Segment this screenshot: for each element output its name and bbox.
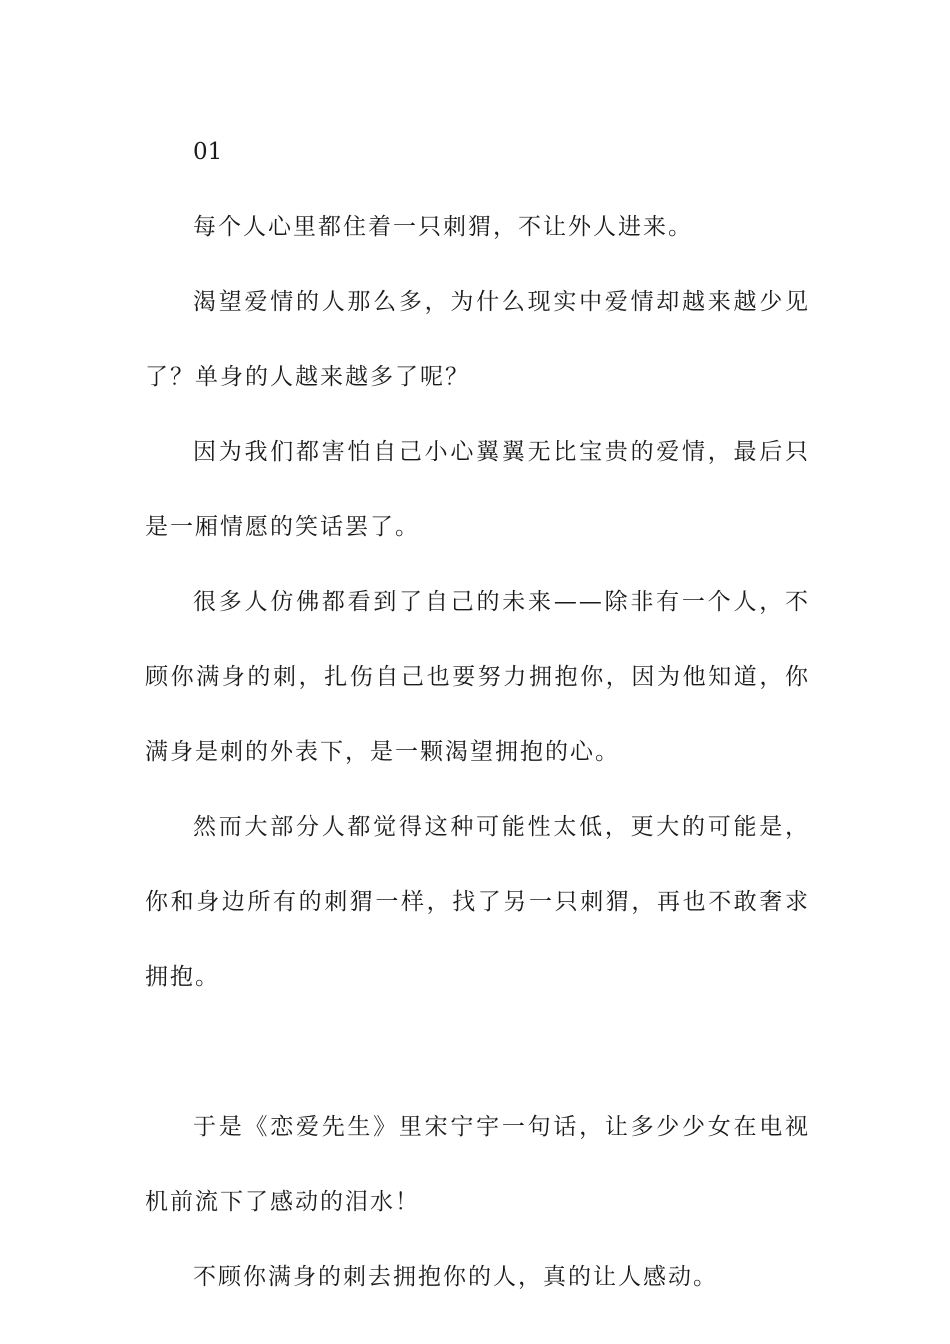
paragraph-4: 很多人仿佛都看到了自己的未来——除非有一个人，不顾你满身的刺，扎伤自己也要努力拥抱你，因为他知道，你满身是刺的外表下，是一颗渴望拥抱的心。 — [145, 589, 810, 765]
paragraph-1: 每个人心里都住着一只刺猬，不让外人进来。 — [193, 214, 693, 240]
paragraph-7: 不顾你满身的刺去拥抱你的人，真的让人感动。 — [193, 1264, 718, 1290]
paragraph-3: 因为我们都害怕自己小心翼翼无比宝贵的爱情，最后只是一厢情愿的笑话罢了。 — [145, 439, 810, 540]
paragraph-5: 然而大部分人都觉得这种可能性太低，更大的可能是，你和身边所有的刺猬一样，找了另一只刺猬，再也不敢奢求拥抱。 — [145, 814, 810, 990]
section-number: 01 — [193, 139, 223, 165]
document-body — [145, 115, 810, 1315]
paragraph-6: 于是《恋爱先生》里宋宁宇一句话，让多少少女在电视机前流下了感动的泪水！ — [145, 1114, 810, 1215]
paragraph-spacer — [145, 1015, 810, 1090]
paragraph-2: 渴望爱情的人那么多，为什么现实中爱情却越来越少见了？单身的人越来越多了呢？ — [145, 289, 810, 390]
